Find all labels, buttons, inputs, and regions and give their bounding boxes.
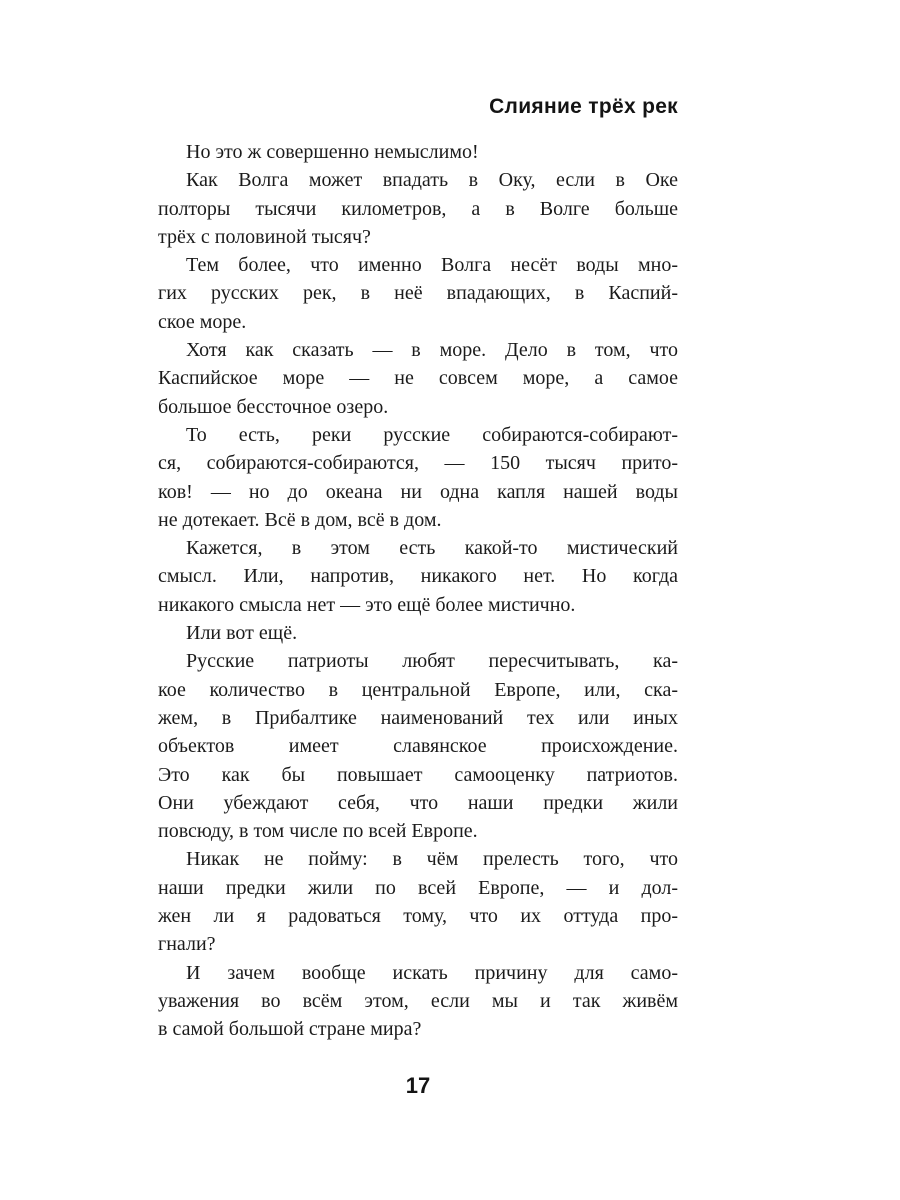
body-line: Они убеждают себя, что наши предки жили xyxy=(158,791,678,814)
body-line: ское море. xyxy=(158,310,247,333)
body-line: Но это ж совершенно немыслимо! xyxy=(186,141,479,163)
body-line: уважения во всём этом, если мы и так живём xyxy=(158,989,678,1012)
body-line: Каспийское море — не совсем море, а самое xyxy=(158,367,678,390)
body-line: смысл. Или, напротив, никакого нет. Но когда xyxy=(158,565,678,588)
body-line: трёх с половиной тысяч? xyxy=(158,225,371,248)
body-line: гих русских рек, в неё впадающих, в Каспий- xyxy=(158,282,678,305)
body-line: Русские патриоты любят пересчитывать, ка- xyxy=(186,650,678,673)
body-line: Или вот ещё. xyxy=(186,622,298,645)
page-number: 17 xyxy=(405,1073,431,1098)
body-text-block xyxy=(158,138,678,1044)
body-line: ся, собираются-собираются, — 150 тысяч прито- xyxy=(158,452,678,475)
body-line: никакого смысла нет — это ещё более мистично. xyxy=(158,593,576,616)
body-line: То есть, реки русские собираются-собирают- xyxy=(186,423,678,446)
body-line: не дотекает. Всё в дом, всё в дом. xyxy=(158,508,442,531)
body-line: Тем более, что именно Волга несёт воды мно- xyxy=(186,254,678,277)
body-line: И зачем вообще искать причину для само- xyxy=(186,961,678,984)
body-line: Кажется, в этом есть какой-то мистический xyxy=(186,537,678,560)
body-line: Как Волга может впадать в Оку, если в Оке xyxy=(186,169,678,192)
body-line: в самой большой стране мира? xyxy=(158,1018,422,1041)
body-line: гнали? xyxy=(158,933,216,956)
body-line: наши предки жили по всей Европе, — и дол- xyxy=(158,876,678,899)
body-line: полторы тысячи километров, а в Волге больше xyxy=(158,197,678,220)
body-line: жем, в Прибалтике наименований тех или иных xyxy=(158,706,678,729)
body-line: Никак не пойму: в чём прелесть того, что xyxy=(186,848,678,871)
body-line: Это как бы повышает самооценку патриотов. xyxy=(158,763,678,786)
body-line: жен ли я радоваться тому, что их оттуда про- xyxy=(158,905,678,928)
body-line: кое количество в центральной Европе, или, ска- xyxy=(158,678,678,701)
running-head-title: Слияние трёх рек xyxy=(489,95,678,118)
body-line: большое бессточное озеро. xyxy=(158,395,389,418)
body-line: объектов имеет славянское происхождение. xyxy=(158,735,678,758)
body-line: повсюду, в том числе по всей Европе. xyxy=(158,820,478,843)
body-line: ков! — но до океана ни одна капля нашей воды xyxy=(158,480,678,503)
body-line: Хотя как сказать — в море. Дело в том, что xyxy=(186,339,678,362)
